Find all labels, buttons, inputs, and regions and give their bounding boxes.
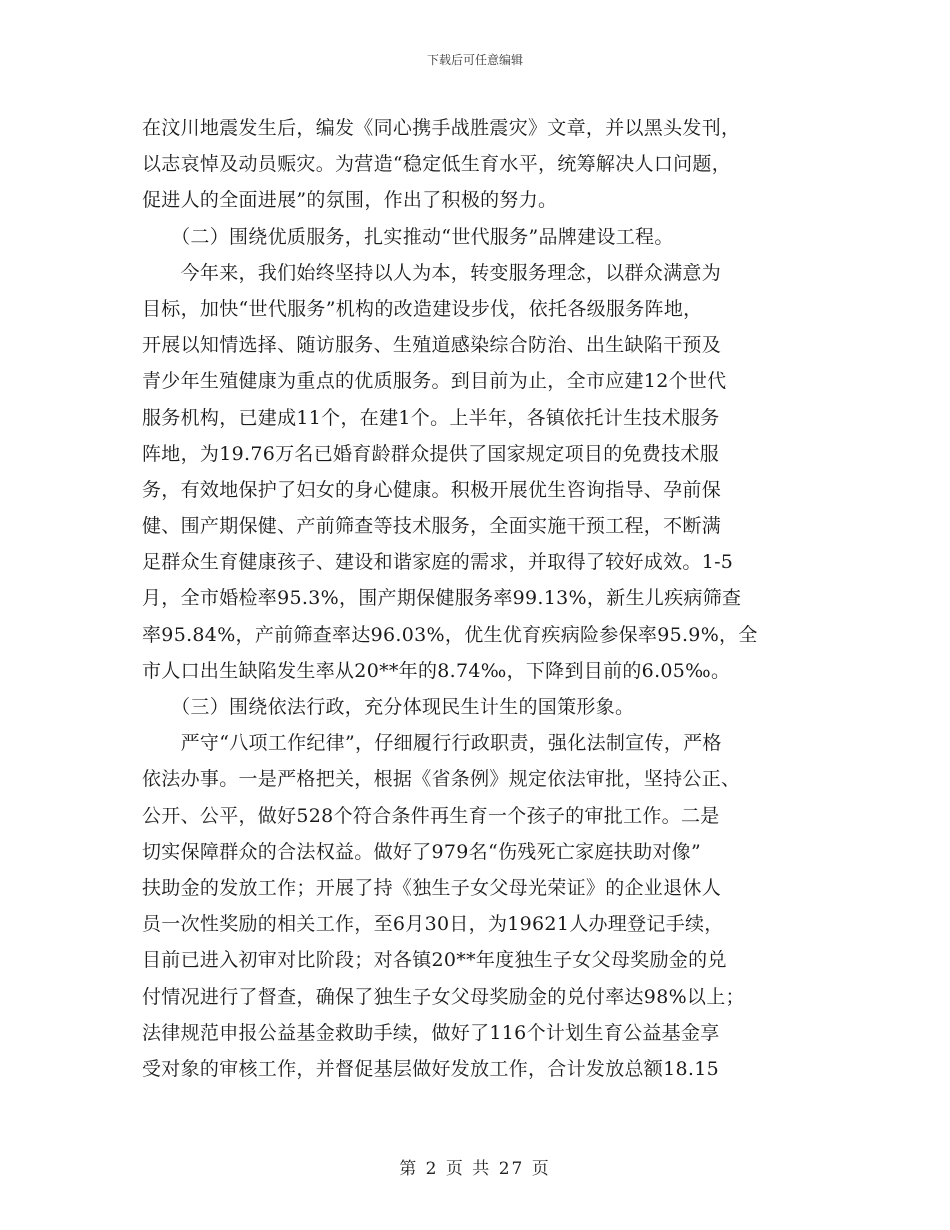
text-line: 目前已进入初审对比阶段；对各镇20**年度独生子女父母奖励金的兑 xyxy=(142,949,727,972)
text-line: 阵地，为19.76万名已婚育龄群众提供了国家规定项目的免费技术服 xyxy=(142,442,719,465)
text-line: 以志哀悼及动员赈灾。为营造“稳定低生育水平，统筹解决人口问题， xyxy=(142,153,732,176)
text-line: 严守“八项工作纪律”，仔细履行行政职责，强化法制宣传，严格 xyxy=(142,732,722,755)
text-line: （三）围绕依法行政，充分体现民生计生的国策形象。 xyxy=(142,696,635,718)
text-line: 受对象的审核工作，并督促基层做好发放工作，合计发放总额18.15 xyxy=(142,1057,719,1080)
text-line: 足群众生育健康孩子、建设和谐家庭的需求，并取得了较好成效。1-5 xyxy=(142,551,734,574)
text-line: 月，全市婚检率95.3%，围产期保健服务率99.13%，新生儿疾病筛查 xyxy=(142,587,742,610)
text-line: 促进人的全面进展”的氛围，作出了积极的努力。 xyxy=(142,189,558,212)
text-line: 开展以知情选择、随访服务、生殖道感染综合防治、出生缺陷干预及 xyxy=(142,334,722,357)
text-line: 依法办事。一是严格把关，根据《省条例》规定依法审批，坚持公正、 xyxy=(142,768,741,791)
text-line: 务，有效地保护了妇女的身心健康。积极开展优生咨询指导、孕前保 xyxy=(142,478,722,501)
page-number-footer: 第 2 页 共 27 页 xyxy=(399,1159,551,1179)
document-body xyxy=(142,110,812,1087)
text-line: （二）围绕优质服务，扎实推动“世代服务”品牌建设工程。 xyxy=(142,225,674,248)
text-line: 服务机构，已建成11个，在建1个。上半年，各镇依托计生技术服务 xyxy=(142,406,720,429)
text-line: 健、围产期保健、产前筛查等技术服务，全面实施干预工程，不断满 xyxy=(142,515,722,538)
text-line: 目标，加快“世代服务”机构的改造建设步伐，依托各级服务阵地， xyxy=(142,297,703,320)
text-line: 在汶川地震发生后，编发《同心携手战胜震灾》文章，并以黑头发刊， xyxy=(142,117,741,139)
text-line: 市人口出生缺陷发生率从20**年的8.74‰，下降到目前的6.05‰。 xyxy=(142,659,731,682)
text-line: 员一次性奖励的相关工作，至6月30日，为19621人办理登记手续， xyxy=(142,913,724,936)
text-line: 公开、公平，做好528个符合条件再生育一个孩子的审批工作。二是 xyxy=(142,804,720,827)
text-line: 法律规范申报公益基金救助手续，做好了116个计划生育公益基金享 xyxy=(142,1021,720,1044)
text-line: 扶助金的发放工作；开展了持《独生子女父母光荣证》的企业退休人 xyxy=(142,876,722,899)
text-line: 切实保障群众的合法权益。做好了979名“伤残死亡家庭扶助对像” xyxy=(142,840,701,863)
text-line: 今年来，我们始终坚持以人为本，转变服务理念，以群众满意为 xyxy=(142,261,722,284)
text-line: 青少年生殖健康为重点的优质服务。到目前为止，全市应建12个世代 xyxy=(142,370,727,393)
page-header: 下载后可任意编辑 xyxy=(426,53,523,67)
text-line: 率95.84%，产前筛查率达96.03%，优生优育疾病险参保率95.9%，全 xyxy=(142,623,758,646)
text-line: 付情况进行了督查，确保了独生子女父母奖励金的兑付率达98%以上； xyxy=(142,985,745,1008)
